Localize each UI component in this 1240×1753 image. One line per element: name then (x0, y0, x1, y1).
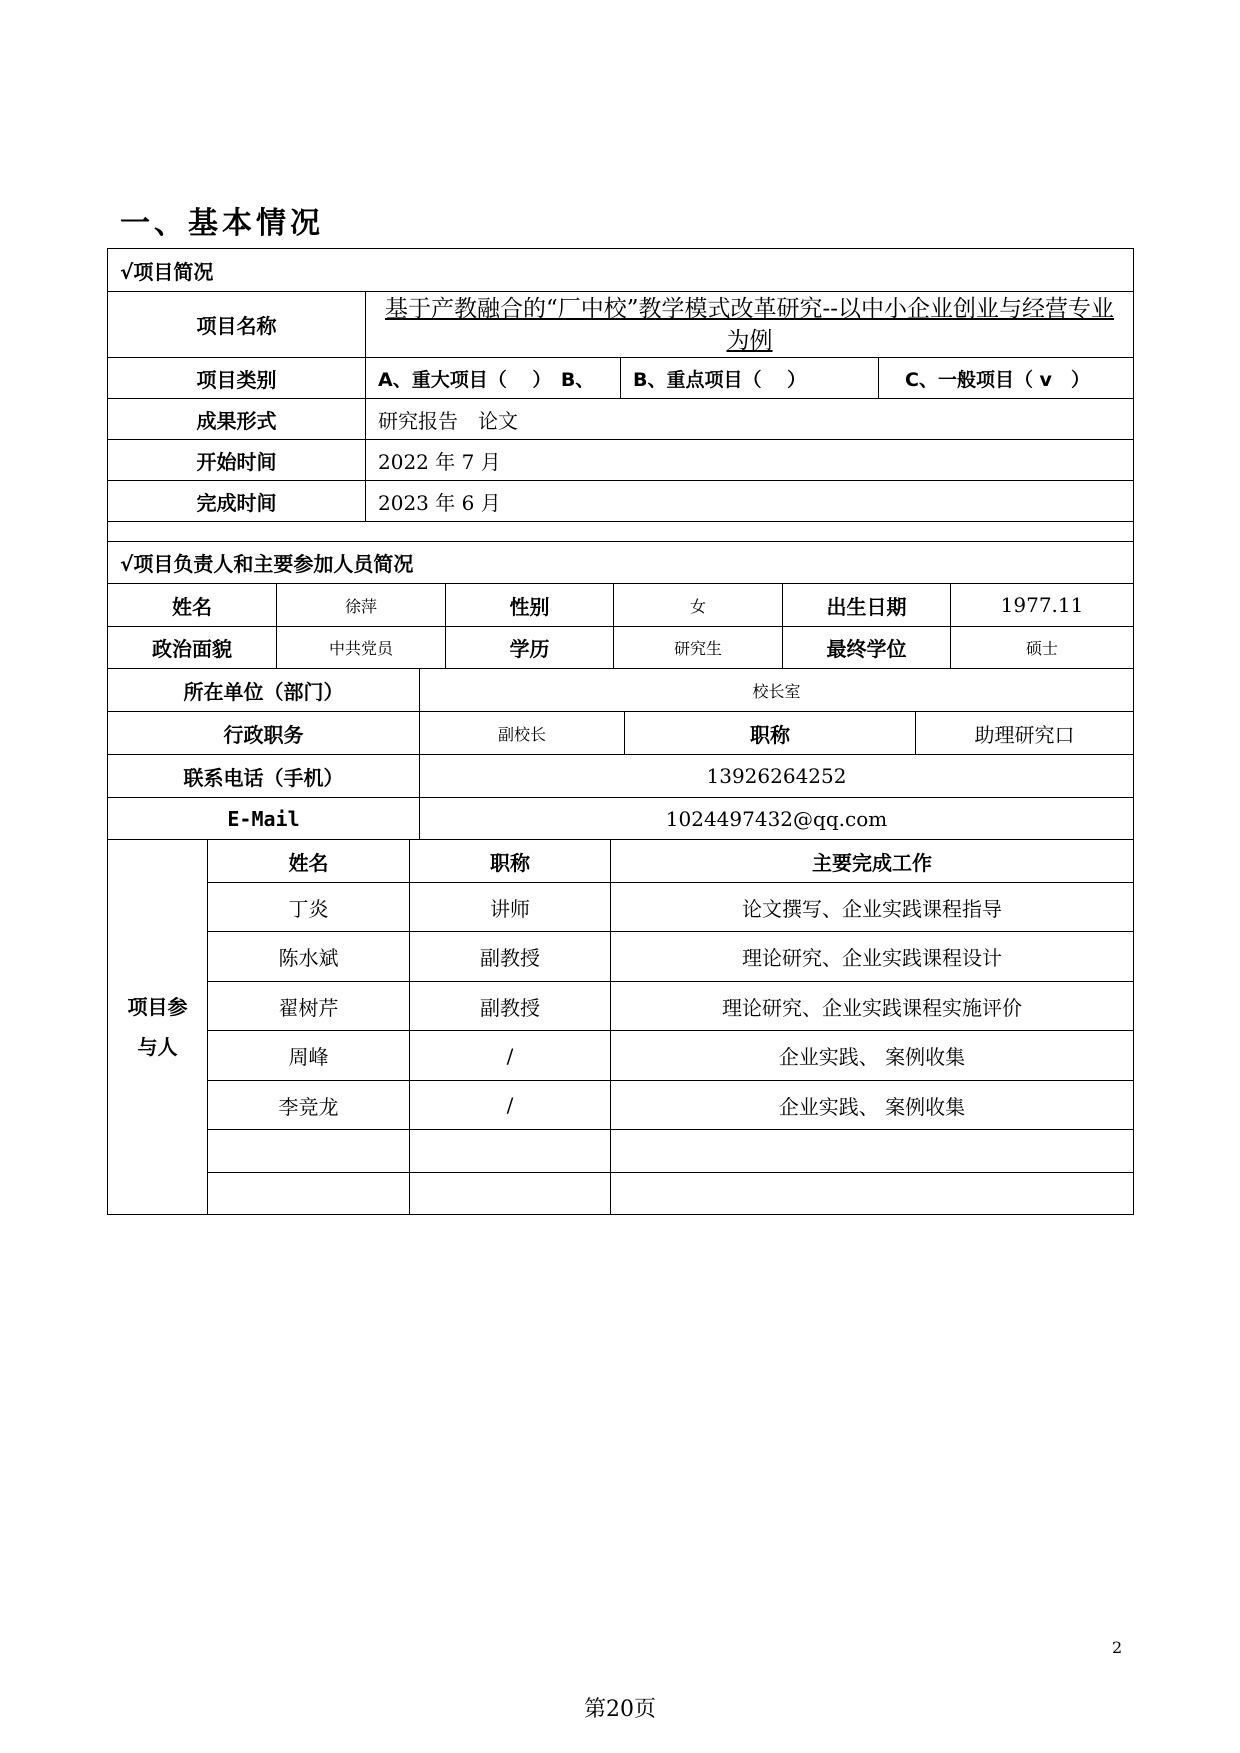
participant-work: 论文撰写、企业实践课程指导 (610, 883, 1133, 931)
output-form-value: 研究报告 论文 (365, 399, 1133, 439)
table-row (208, 1172, 1133, 1214)
leader-name-value: 徐萍 (276, 584, 445, 626)
degree-label: 最终学位 (782, 627, 950, 668)
position-label: 行政职务 (223, 722, 304, 747)
category-option-general: C、一般项目（ v ） (878, 358, 1133, 398)
participants-header-row (208, 840, 1133, 882)
header-name: 姓名 (288, 850, 329, 875)
birth-date-label: 出生日期 (782, 584, 950, 626)
basic-info-table (107, 248, 1134, 1215)
participant-title (409, 1173, 610, 1214)
phone-label: 联系电话（手机） (183, 765, 344, 790)
participants-label (108, 840, 208, 1214)
politics-value: 中共党员 (276, 627, 445, 668)
participants-label-line2: 与人 (137, 1035, 178, 1059)
category-option-major: A、重大项目（ ） B、 (365, 358, 620, 398)
participant-title: 副教授 (409, 932, 610, 981)
participant-work (610, 1130, 1133, 1172)
header-title: 职称 (409, 840, 610, 882)
participant-title: 讲师 (409, 883, 610, 931)
birth-date-value: 1977.11 (950, 584, 1133, 626)
end-time-label: 完成时间 (196, 490, 277, 515)
participant-title: 副教授 (409, 982, 610, 1030)
leader-section-title: √项目负责人和主要参加人员简况 (120, 552, 414, 576)
education-label: 学历 (445, 627, 613, 668)
participant-work: 企业实践、 案例收集 (610, 1081, 1133, 1129)
participants-label-line1: 项目参 (127, 995, 188, 1019)
participant-name: 丁炎 (288, 896, 329, 921)
table-row (208, 1129, 1133, 1172)
page-footer: 第20页 (584, 1697, 656, 1722)
politics-label: 政治面貌 (152, 637, 232, 661)
table-row (208, 882, 1133, 931)
participants-section (108, 839, 1133, 1214)
gender-value: 女 (613, 584, 782, 626)
participant-work: 理论研究、企业实践课程设计 (610, 932, 1133, 981)
participant-work: 理论研究、企业实践课程实施评价 (610, 982, 1133, 1030)
position-value: 副校长 (419, 712, 624, 754)
participant-name: 李竞龙 (278, 1094, 339, 1119)
degree-value: 硕士 (950, 627, 1133, 668)
job-title-label: 职称 (624, 712, 915, 754)
participant-title (409, 1130, 610, 1172)
participant-name: 陈水斌 (278, 946, 339, 970)
participant-name: 周峰 (288, 1045, 329, 1069)
project-category-label: 项目类别 (196, 367, 277, 392)
start-time-value: 2022 年 7 月 (365, 440, 1133, 480)
table-row (208, 1080, 1133, 1129)
category-option-key: B、重点项目（ ） (620, 358, 878, 398)
participant-title: / (409, 1081, 610, 1129)
project-name-label: 项目名称 (196, 314, 277, 338)
phone-value: 13926264252 (419, 755, 1133, 797)
email-value: 1024497432@qq.com (419, 798, 1133, 839)
email-label: E-Mail (227, 806, 300, 831)
education-value: 研究生 (613, 627, 782, 668)
participant-work: 企业实践、 案例收集 (610, 1031, 1133, 1080)
participant-name (208, 1130, 409, 1172)
project-name-value: 基于产教融合的“厂中校”教学模式改革研究--以中小企业创业与经营专业为例 (365, 292, 1133, 357)
unit-value: 校长室 (419, 669, 1133, 711)
output-form-label: 成果形式 (196, 408, 277, 433)
participant-title: / (409, 1031, 610, 1080)
participants-table (208, 840, 1133, 1214)
unit-label: 所在单位（部门） (183, 679, 344, 704)
page-number: 2 (1112, 1638, 1123, 1657)
end-time-value: 2023 年 6 月 (365, 481, 1133, 521)
table-row (208, 981, 1133, 1030)
table-row (208, 1030, 1133, 1080)
leader-name-label: 姓名 (172, 594, 212, 619)
start-time-label: 开始时间 (196, 449, 277, 474)
participant-work (610, 1173, 1133, 1214)
spacer-row (108, 522, 1133, 541)
project-section-title: √项目简况 (120, 259, 214, 284)
gender-label: 性别 (445, 584, 613, 626)
participant-name (208, 1173, 409, 1214)
header-work: 主要完成工作 (610, 840, 1133, 882)
page-title: 一、基本情况 (120, 206, 324, 241)
participant-name: 翟树芹 (278, 995, 339, 1020)
table-row (208, 931, 1133, 981)
job-title-value: 助理研究口 (915, 712, 1133, 754)
